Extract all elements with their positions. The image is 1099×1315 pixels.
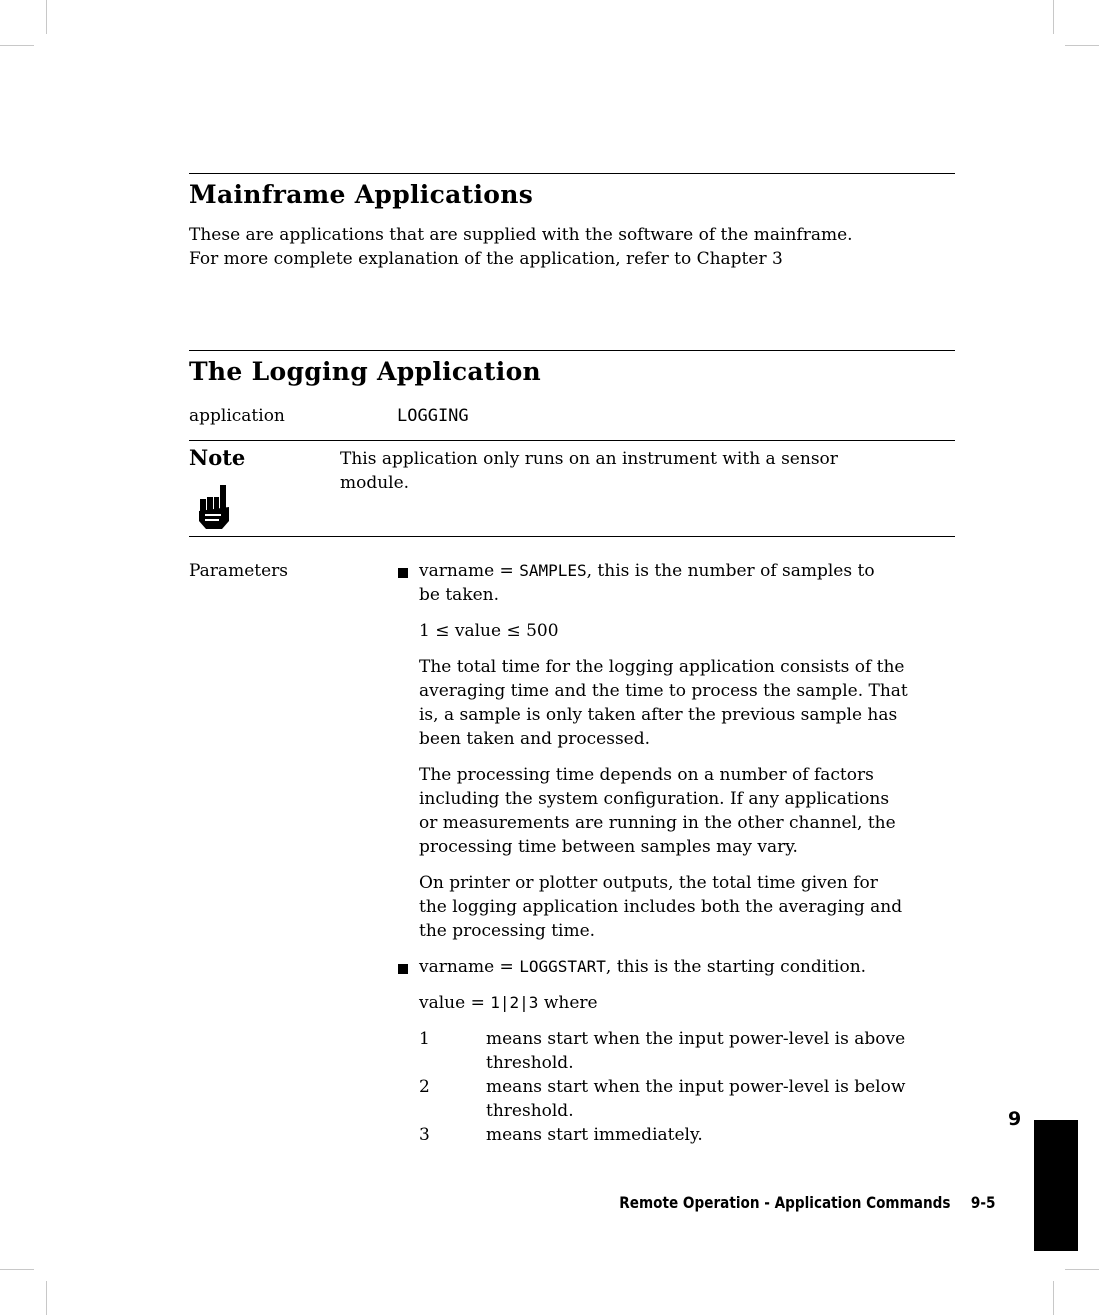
page-number: 9-5 bbox=[970, 1193, 996, 1212]
crop-mark bbox=[1053, 0, 1054, 34]
parameters-label: Parameters bbox=[189, 561, 288, 581]
page-footer bbox=[619, 1193, 996, 1212]
option-row: 1 means start when the input power-level is above threshold. bbox=[419, 1029, 906, 1073]
samples-para-2: The processing time depends on a number of factors including the system configuration. If any applications or measurements are running in the other channel, the processing time between samples may vary. bbox=[419, 765, 896, 857]
list-item-loggstart: varname = LOGGSTART, this is the starting condition. bbox=[419, 955, 955, 979]
section-heading-logging: The Logging Application bbox=[189, 357, 542, 386]
crop-mark bbox=[1053, 1281, 1054, 1315]
note-line: This application only runs on an instrument with a sensor bbox=[340, 449, 838, 469]
crop-mark bbox=[1065, 1269, 1099, 1270]
bullet bbox=[398, 964, 408, 974]
note-text bbox=[340, 447, 838, 495]
bullet bbox=[398, 568, 408, 578]
application-value: LOGGING bbox=[397, 406, 469, 426]
varname-loggstart: LOGGSTART bbox=[519, 957, 606, 976]
parameters-list bbox=[419, 559, 955, 1147]
section-rule bbox=[189, 173, 955, 174]
crop-mark bbox=[46, 0, 47, 34]
option-row: 3 means start immediately. bbox=[419, 1125, 703, 1145]
samples-range: 1 ≤ value ≤ 500 bbox=[419, 621, 559, 641]
note-line: module. bbox=[340, 473, 410, 493]
loggstart-value: value = 1|2|3 where bbox=[419, 993, 598, 1013]
chapter-number: 9 bbox=[1008, 1108, 1022, 1130]
chapter-tab bbox=[1034, 1120, 1078, 1251]
crop-mark bbox=[46, 1281, 47, 1315]
note-label: Note bbox=[189, 445, 246, 470]
varname-samples: SAMPLES bbox=[519, 561, 587, 580]
section-heading-mainframe: Mainframe Applications bbox=[189, 180, 534, 209]
samples-para-1: The total time for the logging application consists of the averaging time and the time to process the sample. That is, a sample is only taken after the previous sample has been taken and processed. bbox=[419, 657, 908, 749]
section-rule bbox=[189, 350, 955, 351]
pointing-hand-icon bbox=[196, 485, 232, 533]
intro-line: These are applications that are supplied with the software of the mainframe. bbox=[189, 225, 853, 245]
application-label: application bbox=[189, 406, 285, 426]
crop-mark bbox=[0, 45, 34, 46]
footer-section: Remote Operation - Application Commands bbox=[619, 1193, 951, 1212]
crop-mark bbox=[0, 1269, 34, 1270]
note-top-rule bbox=[189, 440, 955, 441]
crop-mark bbox=[1065, 45, 1099, 46]
note-bottom-rule bbox=[189, 536, 955, 537]
mainframe-intro bbox=[189, 223, 853, 271]
intro-line: For more complete explanation of the application, refer to Chapter 3 bbox=[189, 249, 783, 269]
samples-para-3: On printer or plotter outputs, the total time given for the logging application includes both the averaging and the processing time. bbox=[419, 873, 903, 941]
list-item-samples: varname = SAMPLES, this is the number of samples to be taken. bbox=[419, 559, 955, 607]
option-row: 2 means start when the input power-level is below threshold. bbox=[419, 1077, 906, 1121]
loggstart-options bbox=[419, 1027, 955, 1147]
